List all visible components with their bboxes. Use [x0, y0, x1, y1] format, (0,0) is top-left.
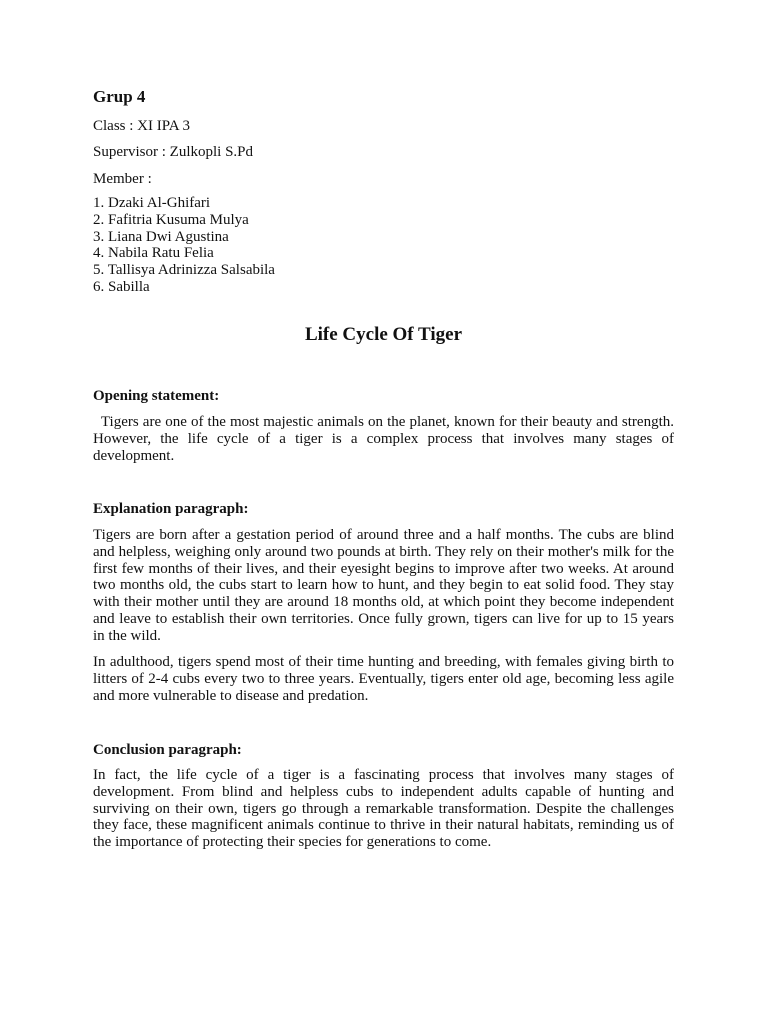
- opening-text: Tigers are one of the most majestic animals on the planet, known for their beauty and strength. However, the life cycle of a tiger is a complex process that involves many stages of development.: [93, 414, 674, 464]
- conclusion-paragraph: In fact, the life cycle of a tiger is a fascinating process that involves many stages of development. From blind and helpless cubs to independent adults capable of hunting and surviving on their own, tigers go through a remarkable transformation. Despite the challenges they face, these magnificent animals continue to thrive in their natural habitats, reminding us of the importance of protecting their species for generations to come.: [93, 767, 674, 851]
- opening-paragraph: [93, 414, 674, 464]
- member-item: 3. Liana Dwi Agustina: [93, 228, 229, 245]
- conclusion-heading: Conclusion paragraph:: [93, 742, 242, 758]
- opening-heading: Opening statement:: [93, 388, 220, 404]
- member-list: [93, 195, 275, 296]
- explanation-heading: Explanation paragraph:: [93, 501, 249, 517]
- member-item: 2. Fafitria Kusuma Mulya: [93, 211, 249, 228]
- class-line: Class : XI IPA 3: [93, 118, 190, 134]
- document-title: Life Cycle Of Tiger: [304, 324, 463, 345]
- member-item: 4. Nabila Ratu Felia: [93, 245, 214, 262]
- member-item: 5. Tallisya Adrinizza Salsabila: [93, 262, 275, 279]
- explanation-paragraph-1: Tigers are born after a gestation period of around three and a half months. The cubs are blind and helpless, weighing only around two pounds at birth. They rely on their mother's milk for the first few months of their lives, and their eyesight begins to improve after two weeks. At around two months old, the cubs start to learn how to hunt, and they begin to eat solid food. They stay with their mother until they are around 18 months old, at which point they become independent and leave to establish their own territories. Once fully grown, tigers can live for up to 15 years in the wild.: [93, 527, 674, 644]
- member-item: 6. Sabilla: [93, 278, 150, 295]
- explanation-paragraph-2: In adulthood, tigers spend most of their time hunting and breeding, with females giving birth to litters of 2-4 cubs every two to three years. Eventually, tigers enter old age, becoming less agile and more vulnerable to disease and predation.: [93, 654, 674, 704]
- member-item: 1. Dzaki Al-Ghifari: [93, 195, 211, 211]
- supervisor-line: Supervisor : Zulkopli S.Pd: [93, 144, 254, 160]
- group-heading: Grup 4: [93, 87, 146, 106]
- member-label: Member :: [93, 171, 152, 187]
